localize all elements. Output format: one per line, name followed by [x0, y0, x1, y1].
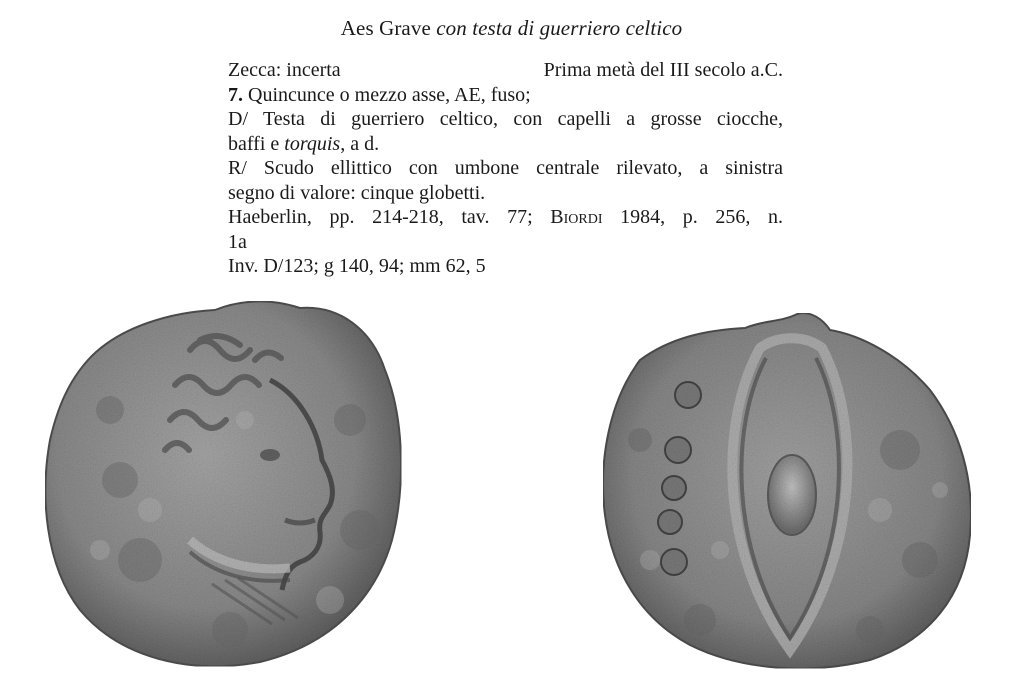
mint-row [228, 58, 783, 83]
reverse-coin-image [603, 313, 971, 668]
obverse-line-1: D/ Testa di guerriero celtico, con capelli a grosse ciocche, [228, 108, 783, 130]
inventory-line: Inv. D/123; g 140, 94; mm 62, 5 [228, 255, 486, 277]
reference-line-2: 1a [228, 230, 247, 253]
catalog-entry [228, 58, 783, 279]
reverse-line-2: segno di valore: cinque globetti. [228, 181, 486, 204]
obverse-line-2 [228, 132, 783, 157]
heading-prefix: Aes Grave [340, 16, 437, 40]
reference-author: Biordi [550, 206, 603, 228]
denomination-line [228, 83, 783, 108]
heading-italic: con testa di guerriero celtico [436, 16, 683, 40]
denomination-text: Quincunce o mezzo asse, AE, fuso; [243, 83, 531, 106]
obverse-text-b: , a d. [340, 132, 380, 155]
obverse-text-a: baffi e [228, 132, 285, 155]
reference-line-1 [228, 205, 783, 230]
date-label: Prima metà del III secolo a.C. [543, 59, 783, 81]
coin-photographs [0, 300, 1023, 674]
obverse-coin-image [45, 301, 401, 666]
entry-number: 7. [228, 83, 243, 106]
catalog-heading [0, 16, 1023, 41]
reverse-line-1: R/ Scudo ellittico con umbone centrale rilevato, a sinistra [228, 157, 783, 179]
mint-label: Zecca: incerta [228, 59, 341, 81]
reference-text-a: Haeberlin, pp. 214-218, tav. 77; [228, 206, 551, 228]
reference-text-b: 1984, p. 256, n. [602, 206, 784, 228]
obverse-italic: torquis [284, 132, 341, 155]
